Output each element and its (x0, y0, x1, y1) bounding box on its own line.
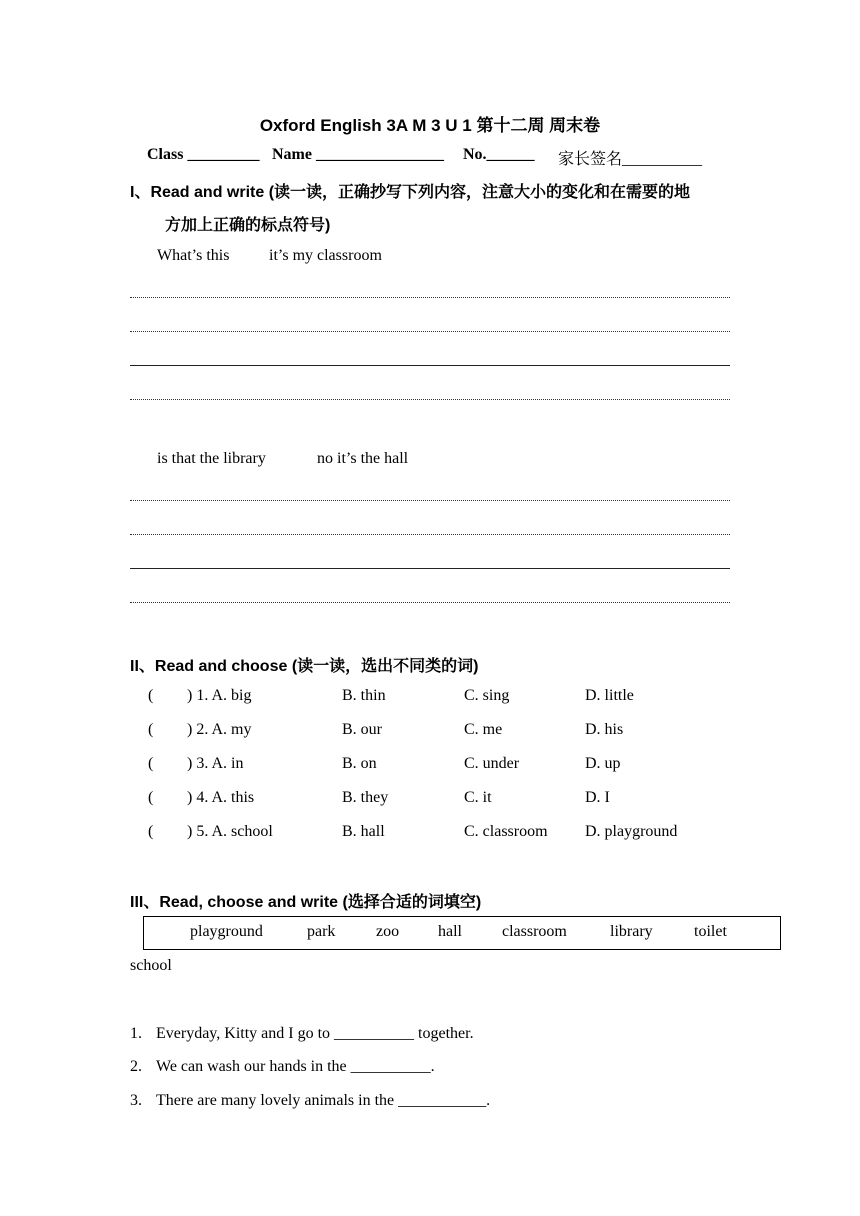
answer-blank[interactable]: ( (148, 687, 154, 704)
prompt2-part-a: is that the library (157, 450, 266, 467)
option-d: D. his (585, 721, 624, 738)
section3-heading: III、Read, choose and write (选择合适的词填空) (130, 894, 482, 911)
writing-line[interactable] (130, 534, 730, 535)
option-c: C. me (464, 721, 503, 738)
number-field[interactable]: No.______ (463, 146, 535, 163)
writing-line[interactable] (130, 331, 730, 332)
option-b: B. hall (342, 823, 385, 840)
word-bank-item: zoo (376, 923, 400, 940)
prompt1-part-a: What’s this (157, 247, 230, 264)
option-c: C. sing (464, 687, 510, 704)
word-bank-item: hall (438, 923, 462, 940)
option-d: D. playground (585, 823, 678, 840)
sentence-number: 1. (130, 1025, 142, 1042)
option-d: D. up (585, 755, 621, 772)
parent-signature-field[interactable]: 家长签名__________ (558, 151, 703, 168)
option-a: ) 4. A. this (187, 789, 255, 806)
prompt2-part-b: no it’s the hall (317, 450, 409, 467)
word-bank-item: school (130, 957, 172, 974)
option-a: ) 5. A. school (187, 823, 273, 840)
class-field[interactable]: Class _________ (147, 146, 260, 163)
option-c: C. it (464, 789, 492, 806)
name-field[interactable]: Name ________________ (272, 146, 444, 163)
option-b: B. our (342, 721, 382, 738)
answer-blank[interactable]: ( (148, 789, 154, 806)
section2-heading: II、Read and choose (读一读，选出不同类的词) (130, 658, 479, 675)
fill-in-sentence[interactable]: Everyday, Kitty and I go to __________ together. (156, 1025, 474, 1042)
fill-in-sentence[interactable]: We can wash our hands in the __________. (156, 1058, 435, 1075)
option-a: ) 3. A. in (187, 755, 244, 772)
writing-line[interactable] (130, 568, 730, 569)
word-bank-item: toilet (694, 923, 727, 940)
fill-in-sentence[interactable]: There are many lovely animals in the ___________. (156, 1092, 491, 1109)
option-d: D. little (585, 687, 634, 704)
word-bank-item: library (610, 923, 653, 940)
prompt1-part-b: it’s my classroom (269, 247, 382, 264)
page-title: Oxford English 3A M 3 U 1 第十二周 周末卷 (259, 116, 601, 135)
section1-heading: I、Read and write (读一读，正确抄写下列内容，注意大小的变化和在需要的地 (130, 184, 691, 201)
word-bank-item: park (307, 923, 336, 940)
option-c: C. classroom (464, 823, 548, 840)
option-a: ) 2. A. my (187, 721, 252, 738)
answer-blank[interactable]: ( (148, 823, 154, 840)
sentence-number: 3. (130, 1092, 142, 1109)
writing-line[interactable] (130, 297, 730, 298)
word-bank-item: classroom (502, 923, 567, 940)
option-d: D. I (585, 789, 610, 806)
word-bank-item: playground (190, 923, 263, 940)
writing-line[interactable] (130, 399, 730, 400)
answer-blank[interactable]: ( (148, 755, 154, 772)
option-c: C. under (464, 755, 520, 772)
answer-blank[interactable]: ( (148, 721, 154, 738)
writing-line[interactable] (130, 602, 730, 603)
section1-heading-cont: 方加上正确的标点符号) (165, 217, 331, 234)
option-a: ) 1. A. big (187, 687, 252, 704)
option-b: B. thin (342, 687, 386, 704)
writing-line[interactable] (130, 500, 730, 501)
sentence-number: 2. (130, 1058, 142, 1075)
option-b: B. they (342, 789, 389, 806)
option-b: B. on (342, 755, 377, 772)
writing-line[interactable] (130, 365, 730, 366)
